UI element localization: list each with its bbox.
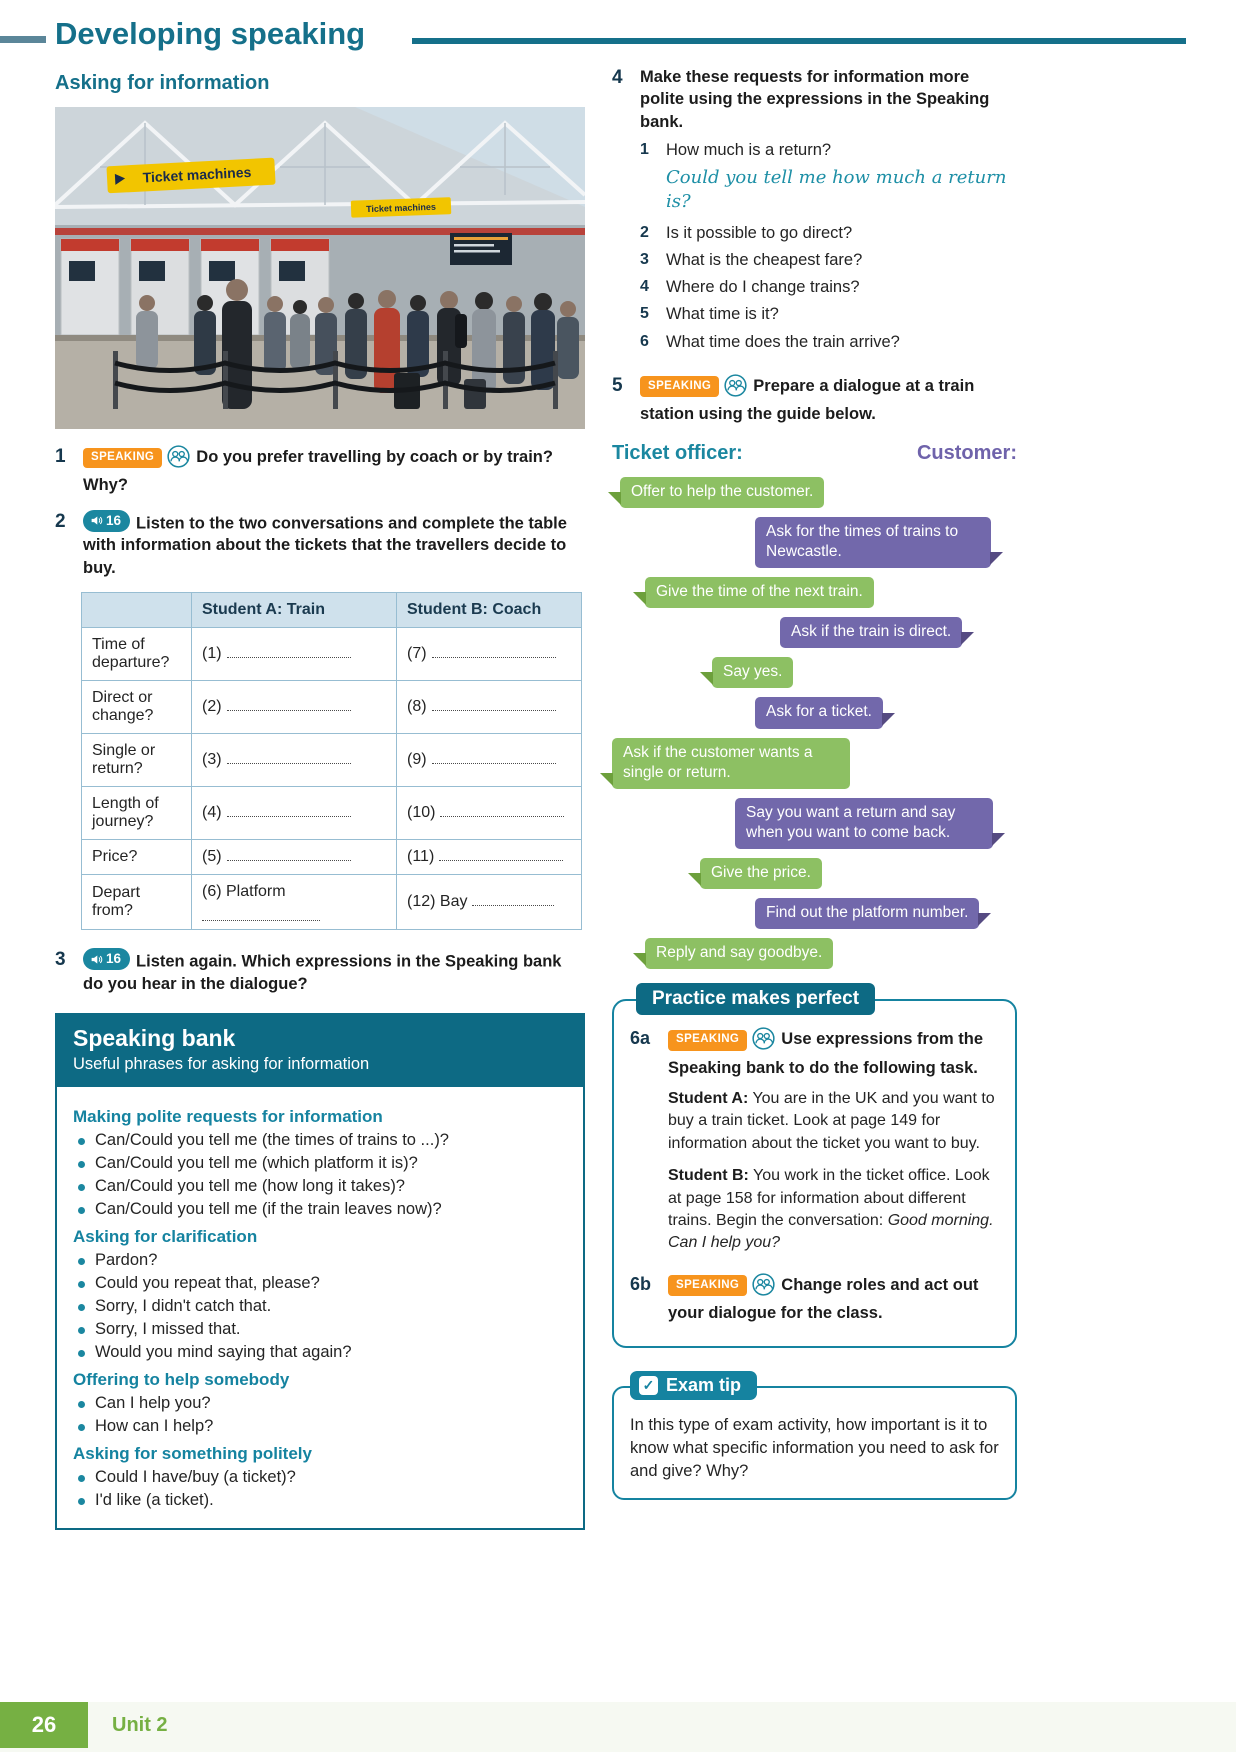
- phrase-item: Can/Could you tell me (which platform it is)?: [73, 1154, 567, 1173]
- audio-track-icon: [83, 948, 130, 970]
- speaking-bank-subtitle: Useful phrases for asking for information: [73, 1055, 370, 1074]
- exercise-1-instruction: Do you prefer travelling by coach or by train? Why?: [83, 448, 553, 495]
- exercise-6b-body: [668, 1273, 999, 1325]
- column-header-coach: Student B: Coach: [397, 592, 582, 627]
- bank-phrase-list: [73, 1131, 567, 1219]
- gap-number: (11): [407, 847, 435, 865]
- right-column: [612, 66, 1017, 1500]
- dialogue-bubble-customer: Say you want a return and say when you want to come back.: [735, 798, 993, 849]
- question-item: [640, 222, 1017, 244]
- answer-line: [227, 699, 351, 711]
- question-text: Is it possible to go direct?: [666, 223, 853, 242]
- pairwork-icon: [167, 445, 190, 474]
- speaking-bank-body: [55, 1087, 585, 1530]
- table-header-row: [82, 592, 582, 627]
- question-text: How much is a return?: [666, 140, 832, 159]
- answer-line: [202, 909, 320, 921]
- exam-tip-title: Exam tip: [666, 1375, 742, 1396]
- exercise-6a-body: [668, 1027, 999, 1264]
- gap-number: (12) Bay: [407, 892, 468, 910]
- check-icon: ✓: [639, 1376, 658, 1395]
- question-number: 5: [640, 305, 649, 323]
- gap-number: (6) Platform: [202, 882, 286, 900]
- station-photo-illustration: [55, 107, 585, 429]
- answer-line: [227, 752, 351, 764]
- exercise-4-body: [640, 66, 1017, 358]
- exercise-3: [55, 948, 585, 995]
- exercise-4-number: 4: [612, 67, 623, 88]
- dialogue-bubble-officer: Say yes.: [712, 657, 793, 688]
- question-item: [640, 139, 1017, 161]
- exercise-6a-instruction: Use expressions from the Speaking bank to do the following task.: [668, 1030, 984, 1077]
- pairwork-icon: [752, 1273, 775, 1302]
- row-label: Length of journey?: [82, 786, 192, 839]
- footer-band: [0, 1702, 1236, 1752]
- exercise-6b: [630, 1273, 999, 1325]
- question-number: 6: [640, 332, 649, 350]
- row-label: Direct or change?: [82, 680, 192, 733]
- speaker-icon: [90, 953, 103, 966]
- row-label: Price?: [82, 839, 192, 874]
- dialogue-role-labels: [612, 442, 1017, 465]
- speaking-badge: SPEAKING: [668, 1275, 747, 1296]
- ticket-machines-sign-small: [351, 197, 452, 217]
- audio-track-icon: [83, 510, 130, 532]
- left-column: [55, 72, 585, 1530]
- audio-track-number: 16: [106, 950, 122, 966]
- pairwork-icon: [724, 374, 747, 403]
- question-number: 3: [640, 250, 649, 268]
- row-label: Time of departure?: [82, 627, 192, 680]
- exercise-4: [612, 66, 1017, 358]
- exercise-5: [612, 374, 1017, 426]
- answer-line: [472, 894, 554, 906]
- practice-makes-perfect-box: [612, 988, 1017, 1348]
- ticket-officer-label: Ticket officer:: [612, 441, 743, 464]
- question-number: 1: [640, 140, 649, 158]
- phrase-item: Could you repeat that, please?: [73, 1274, 567, 1293]
- answer-line: [432, 699, 556, 711]
- answer-line: [227, 849, 351, 861]
- table-row: [82, 874, 582, 929]
- page-title: Developing speaking: [55, 16, 366, 51]
- table-row: [82, 680, 582, 733]
- audio-track-number: 16: [106, 512, 122, 528]
- unit-label: Unit 2: [112, 1714, 168, 1736]
- gap-number: (3): [202, 750, 222, 768]
- answer-line: [440, 805, 564, 817]
- phrase-item: Can/Could you tell me (if the train leaves now)?: [73, 1200, 567, 1219]
- student-b-task: [668, 1165, 999, 1255]
- question-text: What time is it?: [666, 305, 779, 324]
- speaking-badge: SPEAKING: [83, 448, 162, 469]
- phrase-item: How can I help?: [73, 1417, 567, 1436]
- phrase-item: Could I have/buy (a ticket)?: [73, 1468, 567, 1487]
- row-label: Single or return?: [82, 733, 192, 786]
- customer-label: Customer:: [916, 441, 1017, 464]
- table-row: [82, 839, 582, 874]
- exercise-4-items: [640, 139, 1017, 353]
- exercise-1-body: [83, 445, 585, 497]
- sign-text: Ticket machines: [142, 163, 252, 186]
- exercise-4-instruction: Make these requests for information more polite using the expressions in the Speaking bank.: [640, 68, 990, 131]
- dialogue-bubble-customer: Ask for the times of trains to Newcastle.: [755, 517, 991, 568]
- exam-tip-text: In this type of exam activity, how important is it to know what specific information you need to ask for and give? Why?: [630, 1416, 999, 1481]
- question-number: 2: [640, 223, 649, 241]
- student-a-text: You are in the UK and you want to buy a train ticket. Look at page 149 for information about the ticket you want to buy.: [668, 1090, 995, 1152]
- answer-line: [432, 752, 556, 764]
- speaking-bank-header: [55, 1013, 585, 1087]
- student-a-label: Student A:: [668, 1090, 749, 1108]
- phrase-item: Sorry, I missed that.: [73, 1320, 567, 1339]
- listening-table: [81, 592, 582, 930]
- handwritten-answer: Could you tell me how much a return is?: [666, 167, 1007, 213]
- phrase-item: Can I help you?: [73, 1394, 567, 1413]
- table-row: [82, 733, 582, 786]
- question-text: What time does the train arrive?: [666, 332, 900, 351]
- gap-number: (5): [202, 847, 222, 865]
- sign-text-small: Ticket machines: [365, 201, 437, 215]
- speaking-badge: SPEAKING: [640, 376, 719, 397]
- exercise-6b-number: 6b: [630, 1273, 652, 1294]
- column-header-train: Student A: Train: [192, 592, 397, 627]
- exercise-5-body: [640, 374, 1017, 426]
- bank-section-heading: Asking for something politely: [73, 1444, 312, 1464]
- gap-number: (4): [202, 803, 222, 821]
- gap-number: (8): [407, 697, 427, 715]
- bank-phrase-list: [73, 1394, 567, 1436]
- gap-number: (10): [407, 803, 436, 821]
- speaking-bank: [55, 1013, 585, 1530]
- bank-section-heading: Asking for clarification: [73, 1227, 258, 1247]
- answer-line: [227, 805, 351, 817]
- speaking-bank-title: Speaking bank: [73, 1025, 236, 1052]
- exercise-2: [55, 510, 585, 579]
- dialogue-bubble-officer: Reply and say goodbye.: [645, 938, 833, 969]
- dialogue-bubble-officer: Offer to help the customer.: [620, 477, 824, 508]
- speaker-icon: [90, 514, 103, 527]
- exercise-6a: [630, 1027, 999, 1264]
- question-item: [640, 303, 1017, 325]
- gap-number: (7): [407, 644, 427, 662]
- row-label: Depart from?: [82, 874, 192, 929]
- question-item: [640, 331, 1017, 353]
- station-photo: [55, 107, 585, 429]
- speaking-badge: SPEAKING: [668, 1030, 747, 1051]
- gap-number: (2): [202, 697, 222, 715]
- student-a-task: [668, 1088, 999, 1155]
- exam-tip-box: [612, 1375, 1017, 1499]
- student-b-text: You work in the ticket office. Look at page 158 for information about different trains. Begin the conversation:: [668, 1167, 990, 1229]
- gap-number: (1): [202, 644, 222, 662]
- practice-makes-perfect-title: Practice makes perfect: [636, 983, 875, 1015]
- dialogue-bubble-officer: Give the time of the next train.: [645, 577, 874, 608]
- phrase-item: Can/Could you tell me (how long it takes)?: [73, 1177, 567, 1196]
- exercise-2-body: [83, 510, 585, 579]
- table-row: [82, 786, 582, 839]
- bank-section-heading: Making polite requests for information: [73, 1107, 383, 1127]
- bank-phrase-list: [73, 1468, 567, 1510]
- exercise-5-instruction: Prepare a dialogue at a train station using the guide below.: [640, 376, 975, 424]
- question-number: 4: [640, 278, 649, 296]
- exercise-6a-number: 6a: [630, 1028, 651, 1049]
- section-title: Asking for information: [55, 72, 270, 94]
- dialogue-bubble-officer: Give the price.: [700, 858, 822, 889]
- exercise-3-body: [83, 948, 585, 995]
- question-text: What is the cheapest fare?: [666, 250, 863, 269]
- title-rule-right: [412, 38, 1186, 44]
- dialogue-bubble-customer: Ask if the train is direct.: [780, 617, 962, 648]
- exercise-2-instruction: Listen to the two conversations and complete the table with information about the tickets that the travellers decide to buy.: [83, 514, 567, 577]
- title-rule-left: [0, 36, 46, 43]
- phrase-item: Would you mind saying that again?: [73, 1343, 567, 1362]
- answer-line: [439, 849, 563, 861]
- student-b-label: Student B:: [668, 1167, 749, 1185]
- phrase-item: Can/Could you tell me (the times of trains to ...)?: [73, 1131, 567, 1150]
- exercise-1: [55, 445, 585, 497]
- answer-line: [432, 646, 556, 658]
- gap-number: (9): [407, 750, 427, 768]
- exercise-6b-instruction: Change roles and act out your dialogue for the class.: [668, 1275, 979, 1323]
- student-b-example: Good morning. Can I help you?: [668, 1211, 994, 1252]
- exercise-5-number: 5: [612, 374, 623, 396]
- dialogue-bubble-officer: Ask if the customer wants a single or return.: [612, 738, 850, 789]
- exercise-3-instruction: Listen again. Which expressions in the Speaking bank do you hear in the dialogue?: [83, 952, 562, 993]
- answer-line: [227, 646, 351, 658]
- table-row: [82, 627, 582, 680]
- phrase-item: Pardon?: [73, 1251, 567, 1270]
- exercise-2-number: 2: [55, 510, 66, 532]
- exercise-3-number: 3: [55, 948, 66, 970]
- phrase-item: Sorry, I didn't catch that.: [73, 1297, 567, 1316]
- dialogue-guide: [612, 477, 1017, 970]
- exercise-1-number: 1: [55, 446, 66, 467]
- dialogue-bubble-customer: Ask for a ticket.: [755, 697, 883, 728]
- bank-phrase-list: [73, 1251, 567, 1362]
- question-text: Where do I change trains?: [666, 278, 860, 297]
- table-corner-cell: [82, 592, 192, 627]
- page-number: 26: [0, 1702, 88, 1748]
- exam-tip-header: [630, 1371, 757, 1400]
- question-item: [640, 249, 1017, 271]
- pairwork-icon: [752, 1027, 775, 1056]
- question-item: [640, 276, 1017, 298]
- phrase-item: I'd like (a ticket).: [73, 1491, 567, 1510]
- dialogue-bubble-customer: Find out the platform number.: [755, 898, 979, 929]
- bank-section-heading: Offering to help somebody: [73, 1370, 290, 1390]
